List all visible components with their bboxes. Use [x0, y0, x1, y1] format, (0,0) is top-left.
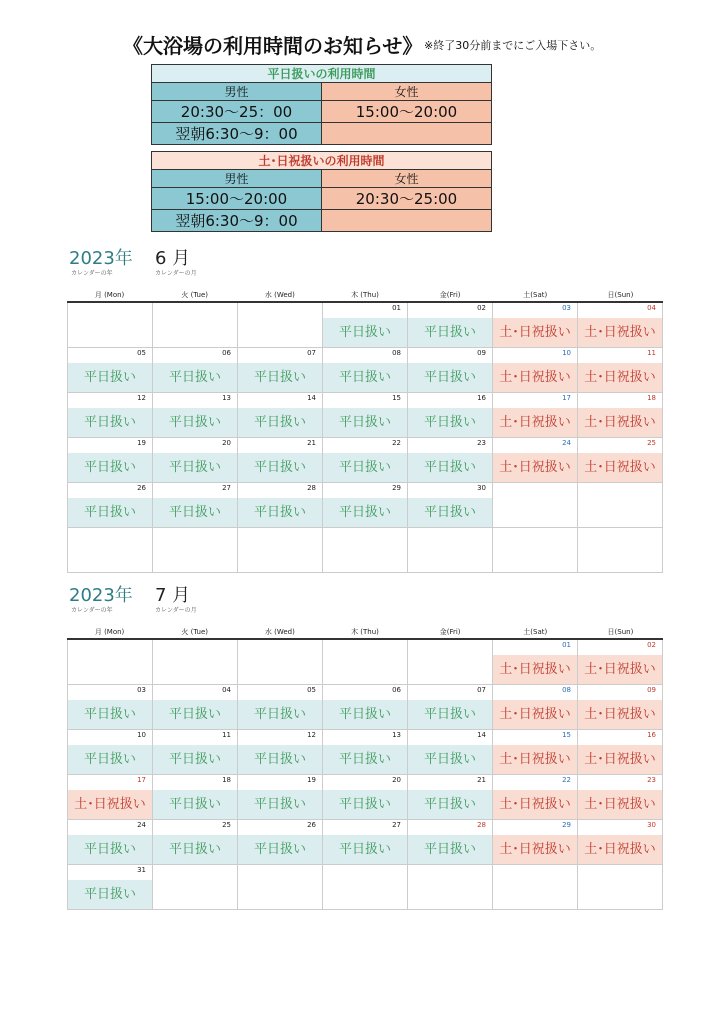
- day-number: 19: [137, 439, 146, 447]
- dow-mon: 月 (Mon): [94, 628, 125, 636]
- dow-sun: 日(Sun): [607, 628, 634, 636]
- calendar-day-cell: [493, 730, 578, 775]
- weekday-female-time: 15:00～20:00: [322, 101, 492, 123]
- calendar-day-cell: [408, 685, 493, 730]
- calendar-day-cell: [323, 393, 408, 438]
- weekday-label: 平日扱い: [408, 498, 492, 527]
- day-number: 06: [222, 349, 231, 357]
- entry-note: ※終了30分前までにご入場下さい。: [424, 39, 602, 52]
- calendar-day-cell: [153, 303, 238, 348]
- day-number: 16: [477, 394, 486, 402]
- calendar-day-cell: [153, 775, 238, 820]
- weekday-label: 平日扱い: [153, 790, 237, 819]
- day-number: 30: [477, 484, 486, 492]
- holiday-hours-table: [151, 151, 492, 232]
- day-number: 23: [647, 776, 656, 784]
- day-number: 25: [222, 821, 231, 829]
- weekday-label: 平日扱い: [153, 498, 237, 527]
- calendar-day-cell: [408, 483, 493, 528]
- calendar-day-cell: [578, 483, 663, 528]
- weekday-label: 平日扱い: [323, 363, 407, 392]
- weekday-label: 平日扱い: [238, 363, 322, 392]
- header: [0, 30, 722, 60]
- calendar-day-cell: [408, 730, 493, 775]
- weekday-label: 平日扱い: [153, 700, 237, 729]
- weekday-label: 平日扱い: [323, 498, 407, 527]
- calendar-day-cell: [238, 393, 323, 438]
- day-number: 07: [477, 686, 486, 694]
- weekday-label: 平日扱い: [408, 745, 492, 774]
- day-number: 18: [647, 394, 656, 402]
- calendar-day-cell: [578, 528, 663, 573]
- calendar-day-cell: [153, 438, 238, 483]
- calendar-day-cell: [153, 820, 238, 865]
- day-number: 20: [392, 776, 401, 784]
- weekday-hours-table: [151, 64, 492, 145]
- calendar-day-cell: [68, 730, 153, 775]
- day-number: 01: [562, 641, 571, 649]
- calendar-year: 2023年: [69, 585, 133, 606]
- calendar-june: [67, 244, 663, 573]
- calendar-day-cell: [68, 685, 153, 730]
- dow-tue: 火 (Tue): [181, 291, 209, 299]
- page-title: 《大浴場の利用時間のお知らせ》: [123, 34, 423, 58]
- dow-fri: 金(Fri): [439, 628, 461, 636]
- calendar-day-cell: [408, 348, 493, 393]
- holiday-label: 土･日祝扱い: [493, 408, 577, 437]
- holiday-label: 土･日祝扱い: [578, 655, 662, 684]
- calendar-day-cell: [323, 865, 408, 910]
- weekday-label: 平日扱い: [238, 835, 322, 864]
- day-number: 10: [137, 731, 146, 739]
- day-number: 08: [392, 349, 401, 357]
- weekday-label: 平日扱い: [68, 363, 152, 392]
- day-number: 02: [647, 641, 656, 649]
- day-number: 25: [647, 439, 656, 447]
- year-caption: カレンダーの年: [71, 270, 113, 277]
- calendar-day-cell: [323, 820, 408, 865]
- calendar-day-cell: [323, 685, 408, 730]
- holiday-label: 土･日祝扱い: [578, 363, 662, 392]
- calendar-day-cell: [238, 640, 323, 685]
- calendar-day-cell: [68, 348, 153, 393]
- calendar-day-cell: [323, 483, 408, 528]
- holiday-female-time: 20:30～25:00: [322, 188, 492, 210]
- holiday-label: 土･日祝扱い: [493, 745, 577, 774]
- day-number: 04: [222, 686, 231, 694]
- calendar-day-cell: [68, 865, 153, 910]
- day-number: 17: [562, 394, 571, 402]
- dow-wed: 水 (Wed): [264, 291, 295, 299]
- holiday-label: 土･日祝扱い: [578, 835, 662, 864]
- calendar-day-cell: [153, 348, 238, 393]
- calendar-day-cell: [578, 303, 663, 348]
- calendar-day-cell: [153, 640, 238, 685]
- weekday-female-header: 女性: [322, 83, 492, 101]
- calendar-day-cell: [578, 685, 663, 730]
- dow-wed: 水 (Wed): [264, 628, 295, 636]
- calendar-july: [67, 581, 663, 910]
- calendar-day-cell: [238, 303, 323, 348]
- calendar-day-cell: [68, 393, 153, 438]
- calendar-day-cell: [493, 775, 578, 820]
- day-number: 07: [307, 349, 316, 357]
- holiday-label: 土･日祝扱い: [578, 700, 662, 729]
- day-number: 14: [307, 394, 316, 402]
- calendar-day-cell: [578, 865, 663, 910]
- calendar-day-cell: [238, 820, 323, 865]
- day-number: 05: [307, 686, 316, 694]
- calendar-year: 2023年: [69, 248, 133, 269]
- calendar-day-cell: [493, 865, 578, 910]
- calendar-day-cell: [493, 820, 578, 865]
- weekday-label: 平日扱い: [153, 745, 237, 774]
- calendar-day-cell: [408, 775, 493, 820]
- holiday-label: 土･日祝扱い: [578, 318, 662, 347]
- calendar-day-cell: [493, 640, 578, 685]
- day-number: 05: [137, 349, 146, 357]
- day-number: 15: [392, 394, 401, 402]
- holiday-label: 土･日祝扱い: [578, 453, 662, 482]
- calendar-day-cell: [153, 685, 238, 730]
- month-caption: カレンダーの月: [155, 270, 197, 277]
- calendar-day-cell: [68, 640, 153, 685]
- calendar-day-cell: [578, 820, 663, 865]
- calendar-day-cell: [238, 528, 323, 573]
- calendar-day-cell: [493, 685, 578, 730]
- calendar-day-cell: [578, 438, 663, 483]
- holiday-label: 土･日祝扱い: [493, 453, 577, 482]
- calendar-day-cell: [408, 393, 493, 438]
- holiday-female-header: 女性: [322, 170, 492, 188]
- holiday-label: 土･日祝扱い: [493, 790, 577, 819]
- weekday-label: 平日扱い: [408, 453, 492, 482]
- weekday-header-row: [67, 627, 663, 640]
- day-number: 02: [477, 304, 486, 312]
- calendar-day-cell: [238, 865, 323, 910]
- weekday-label: 平日扱い: [68, 700, 152, 729]
- weekday-label: 平日扱い: [68, 880, 152, 909]
- calendar-day-cell: [493, 303, 578, 348]
- day-number: 11: [222, 731, 231, 739]
- holiday-male-header: 男性: [152, 170, 322, 188]
- day-number: 12: [307, 731, 316, 739]
- weekday-label: 平日扱い: [408, 835, 492, 864]
- calendar-grid: [67, 640, 663, 910]
- calendar-day-cell: [153, 730, 238, 775]
- calendar-header: [67, 581, 663, 619]
- dow-sat: 土(Sat): [523, 628, 548, 636]
- holiday-label: 土･日祝扱い: [578, 745, 662, 774]
- calendar-day-cell: [68, 528, 153, 573]
- holiday-male-time-1: 15:00～20:00: [152, 188, 322, 210]
- weekday-label: 平日扱い: [238, 745, 322, 774]
- calendar-day-cell: [408, 640, 493, 685]
- weekday-label: 平日扱い: [323, 835, 407, 864]
- dow-mon: 月 (Mon): [94, 291, 125, 299]
- weekday-male-time-2: 翌朝6:30～9：00: [152, 123, 322, 145]
- dow-tue: 火 (Tue): [181, 628, 209, 636]
- calendar-day-cell: [153, 483, 238, 528]
- holiday-label: 土･日祝扱い: [493, 655, 577, 684]
- calendar-grid: [67, 303, 663, 573]
- day-number: 03: [137, 686, 146, 694]
- calendar-day-cell: [238, 438, 323, 483]
- weekday-label: 平日扱い: [408, 790, 492, 819]
- calendar-day-cell: [153, 528, 238, 573]
- weekday-label: 平日扱い: [408, 318, 492, 347]
- weekday-label: 平日扱い: [238, 453, 322, 482]
- day-number: 12: [137, 394, 146, 402]
- day-number: 01: [392, 304, 401, 312]
- calendar-day-cell: [68, 438, 153, 483]
- weekday-header-row: [67, 290, 663, 303]
- weekday-label: 平日扱い: [408, 700, 492, 729]
- calendar-day-cell: [68, 483, 153, 528]
- weekday-label: 平日扱い: [68, 745, 152, 774]
- day-number: 08: [562, 686, 571, 694]
- calendar-day-cell: [238, 685, 323, 730]
- calendar-day-cell: [153, 393, 238, 438]
- calendar-day-cell: [408, 865, 493, 910]
- holiday-female-empty: [322, 210, 492, 232]
- day-number: 06: [392, 686, 401, 694]
- day-number: 26: [307, 821, 316, 829]
- calendar-day-cell: [323, 730, 408, 775]
- calendar-day-cell: [238, 730, 323, 775]
- holiday-label: 土･日祝扱い: [493, 318, 577, 347]
- calendar-day-cell: [238, 348, 323, 393]
- calendar-day-cell: [323, 528, 408, 573]
- calendar-day-cell: [408, 528, 493, 573]
- calendar-day-cell: [68, 775, 153, 820]
- month-caption: カレンダーの月: [155, 607, 197, 614]
- day-number: 11: [647, 349, 656, 357]
- day-number: 21: [307, 439, 316, 447]
- calendar-day-cell: [68, 303, 153, 348]
- weekday-male-time-1: 20:30～25：00: [152, 101, 322, 123]
- day-number: 16: [647, 731, 656, 739]
- day-number: 21: [477, 776, 486, 784]
- weekday-label: 平日扱い: [238, 700, 322, 729]
- holiday-male-time-2: 翌朝6:30～9：00: [152, 210, 322, 232]
- calendar-day-cell: [408, 303, 493, 348]
- day-number: 26: [137, 484, 146, 492]
- dow-sat: 土(Sat): [523, 291, 548, 299]
- calendar-day-cell: [493, 528, 578, 573]
- weekday-label: 平日扱い: [68, 498, 152, 527]
- day-number: 27: [392, 821, 401, 829]
- day-number: 22: [392, 439, 401, 447]
- dow-thu: 木 (Thu): [351, 291, 379, 299]
- weekday-label: 平日扱い: [238, 498, 322, 527]
- weekday-label: 平日扱い: [323, 700, 407, 729]
- day-number: 15: [562, 731, 571, 739]
- holiday-label: 土･日祝扱い: [68, 790, 152, 819]
- calendar-day-cell: [578, 393, 663, 438]
- calendar-header: [67, 244, 663, 282]
- weekday-male-header: 男性: [152, 83, 322, 101]
- weekday-label: 平日扱い: [68, 835, 152, 864]
- calendar-day-cell: [493, 438, 578, 483]
- weekday-label: 平日扱い: [238, 408, 322, 437]
- calendar-day-cell: [323, 438, 408, 483]
- weekday-label: 平日扱い: [68, 453, 152, 482]
- weekday-label: 平日扱い: [323, 745, 407, 774]
- day-number: 09: [647, 686, 656, 694]
- calendar-day-cell: [68, 820, 153, 865]
- weekday-hours-caption: 平日扱いの利用時間: [152, 65, 492, 83]
- day-number: 20: [222, 439, 231, 447]
- weekday-label: 平日扱い: [153, 453, 237, 482]
- day-number: 14: [477, 731, 486, 739]
- day-number: 18: [222, 776, 231, 784]
- calendar-day-cell: [578, 348, 663, 393]
- holiday-label: 土･日祝扱い: [493, 363, 577, 392]
- weekday-label: 平日扱い: [153, 408, 237, 437]
- weekday-label: 平日扱い: [323, 453, 407, 482]
- calendar-day-cell: [578, 640, 663, 685]
- day-number: 09: [477, 349, 486, 357]
- day-number: 28: [307, 484, 316, 492]
- day-number: 17: [137, 776, 146, 784]
- dow-sun: 日(Sun): [607, 291, 634, 299]
- day-number: 31: [137, 866, 146, 874]
- weekday-label: 平日扱い: [408, 363, 492, 392]
- weekday-label: 平日扱い: [408, 408, 492, 437]
- day-number: 13: [392, 731, 401, 739]
- dow-thu: 木 (Thu): [351, 628, 379, 636]
- day-number: 22: [562, 776, 571, 784]
- day-number: 23: [477, 439, 486, 447]
- weekday-label: 平日扱い: [323, 318, 407, 347]
- weekday-label: 平日扱い: [68, 408, 152, 437]
- calendar-day-cell: [153, 865, 238, 910]
- year-caption: カレンダーの年: [71, 607, 113, 614]
- weekday-female-empty: [322, 123, 492, 145]
- weekday-label: 平日扱い: [153, 835, 237, 864]
- day-number: 30: [647, 821, 656, 829]
- calendar-day-cell: [323, 348, 408, 393]
- day-number: 24: [562, 439, 571, 447]
- calendar-day-cell: [323, 640, 408, 685]
- holiday-label: 土･日祝扱い: [578, 790, 662, 819]
- holiday-hours-caption: 土･日祝扱いの利用時間: [152, 152, 492, 170]
- calendar-day-cell: [493, 348, 578, 393]
- calendar-day-cell: [408, 820, 493, 865]
- day-number: 24: [137, 821, 146, 829]
- weekday-label: 平日扱い: [153, 363, 237, 392]
- calendar-month: 6 月: [155, 248, 191, 269]
- calendar-day-cell: [323, 303, 408, 348]
- calendar-day-cell: [578, 730, 663, 775]
- day-number: 29: [562, 821, 571, 829]
- weekday-label: 平日扱い: [238, 790, 322, 819]
- holiday-label: 土･日祝扱い: [493, 700, 577, 729]
- holiday-label: 土･日祝扱い: [578, 408, 662, 437]
- day-number: 19: [307, 776, 316, 784]
- day-number: 03: [562, 304, 571, 312]
- calendar-day-cell: [578, 775, 663, 820]
- calendar-day-cell: [493, 483, 578, 528]
- calendar-day-cell: [238, 775, 323, 820]
- day-number: 28: [477, 821, 486, 829]
- day-number: 27: [222, 484, 231, 492]
- weekday-label: 平日扱い: [323, 790, 407, 819]
- holiday-label: 土･日祝扱い: [493, 835, 577, 864]
- day-number: 13: [222, 394, 231, 402]
- weekday-label: 平日扱い: [323, 408, 407, 437]
- calendar-day-cell: [238, 483, 323, 528]
- day-number: 10: [562, 349, 571, 357]
- day-number: 04: [647, 304, 656, 312]
- calendar-month: 7 月: [155, 585, 191, 606]
- calendar-day-cell: [408, 438, 493, 483]
- calendar-day-cell: [323, 775, 408, 820]
- calendar-day-cell: [493, 393, 578, 438]
- day-number: 29: [392, 484, 401, 492]
- dow-fri: 金(Fri): [439, 291, 461, 299]
